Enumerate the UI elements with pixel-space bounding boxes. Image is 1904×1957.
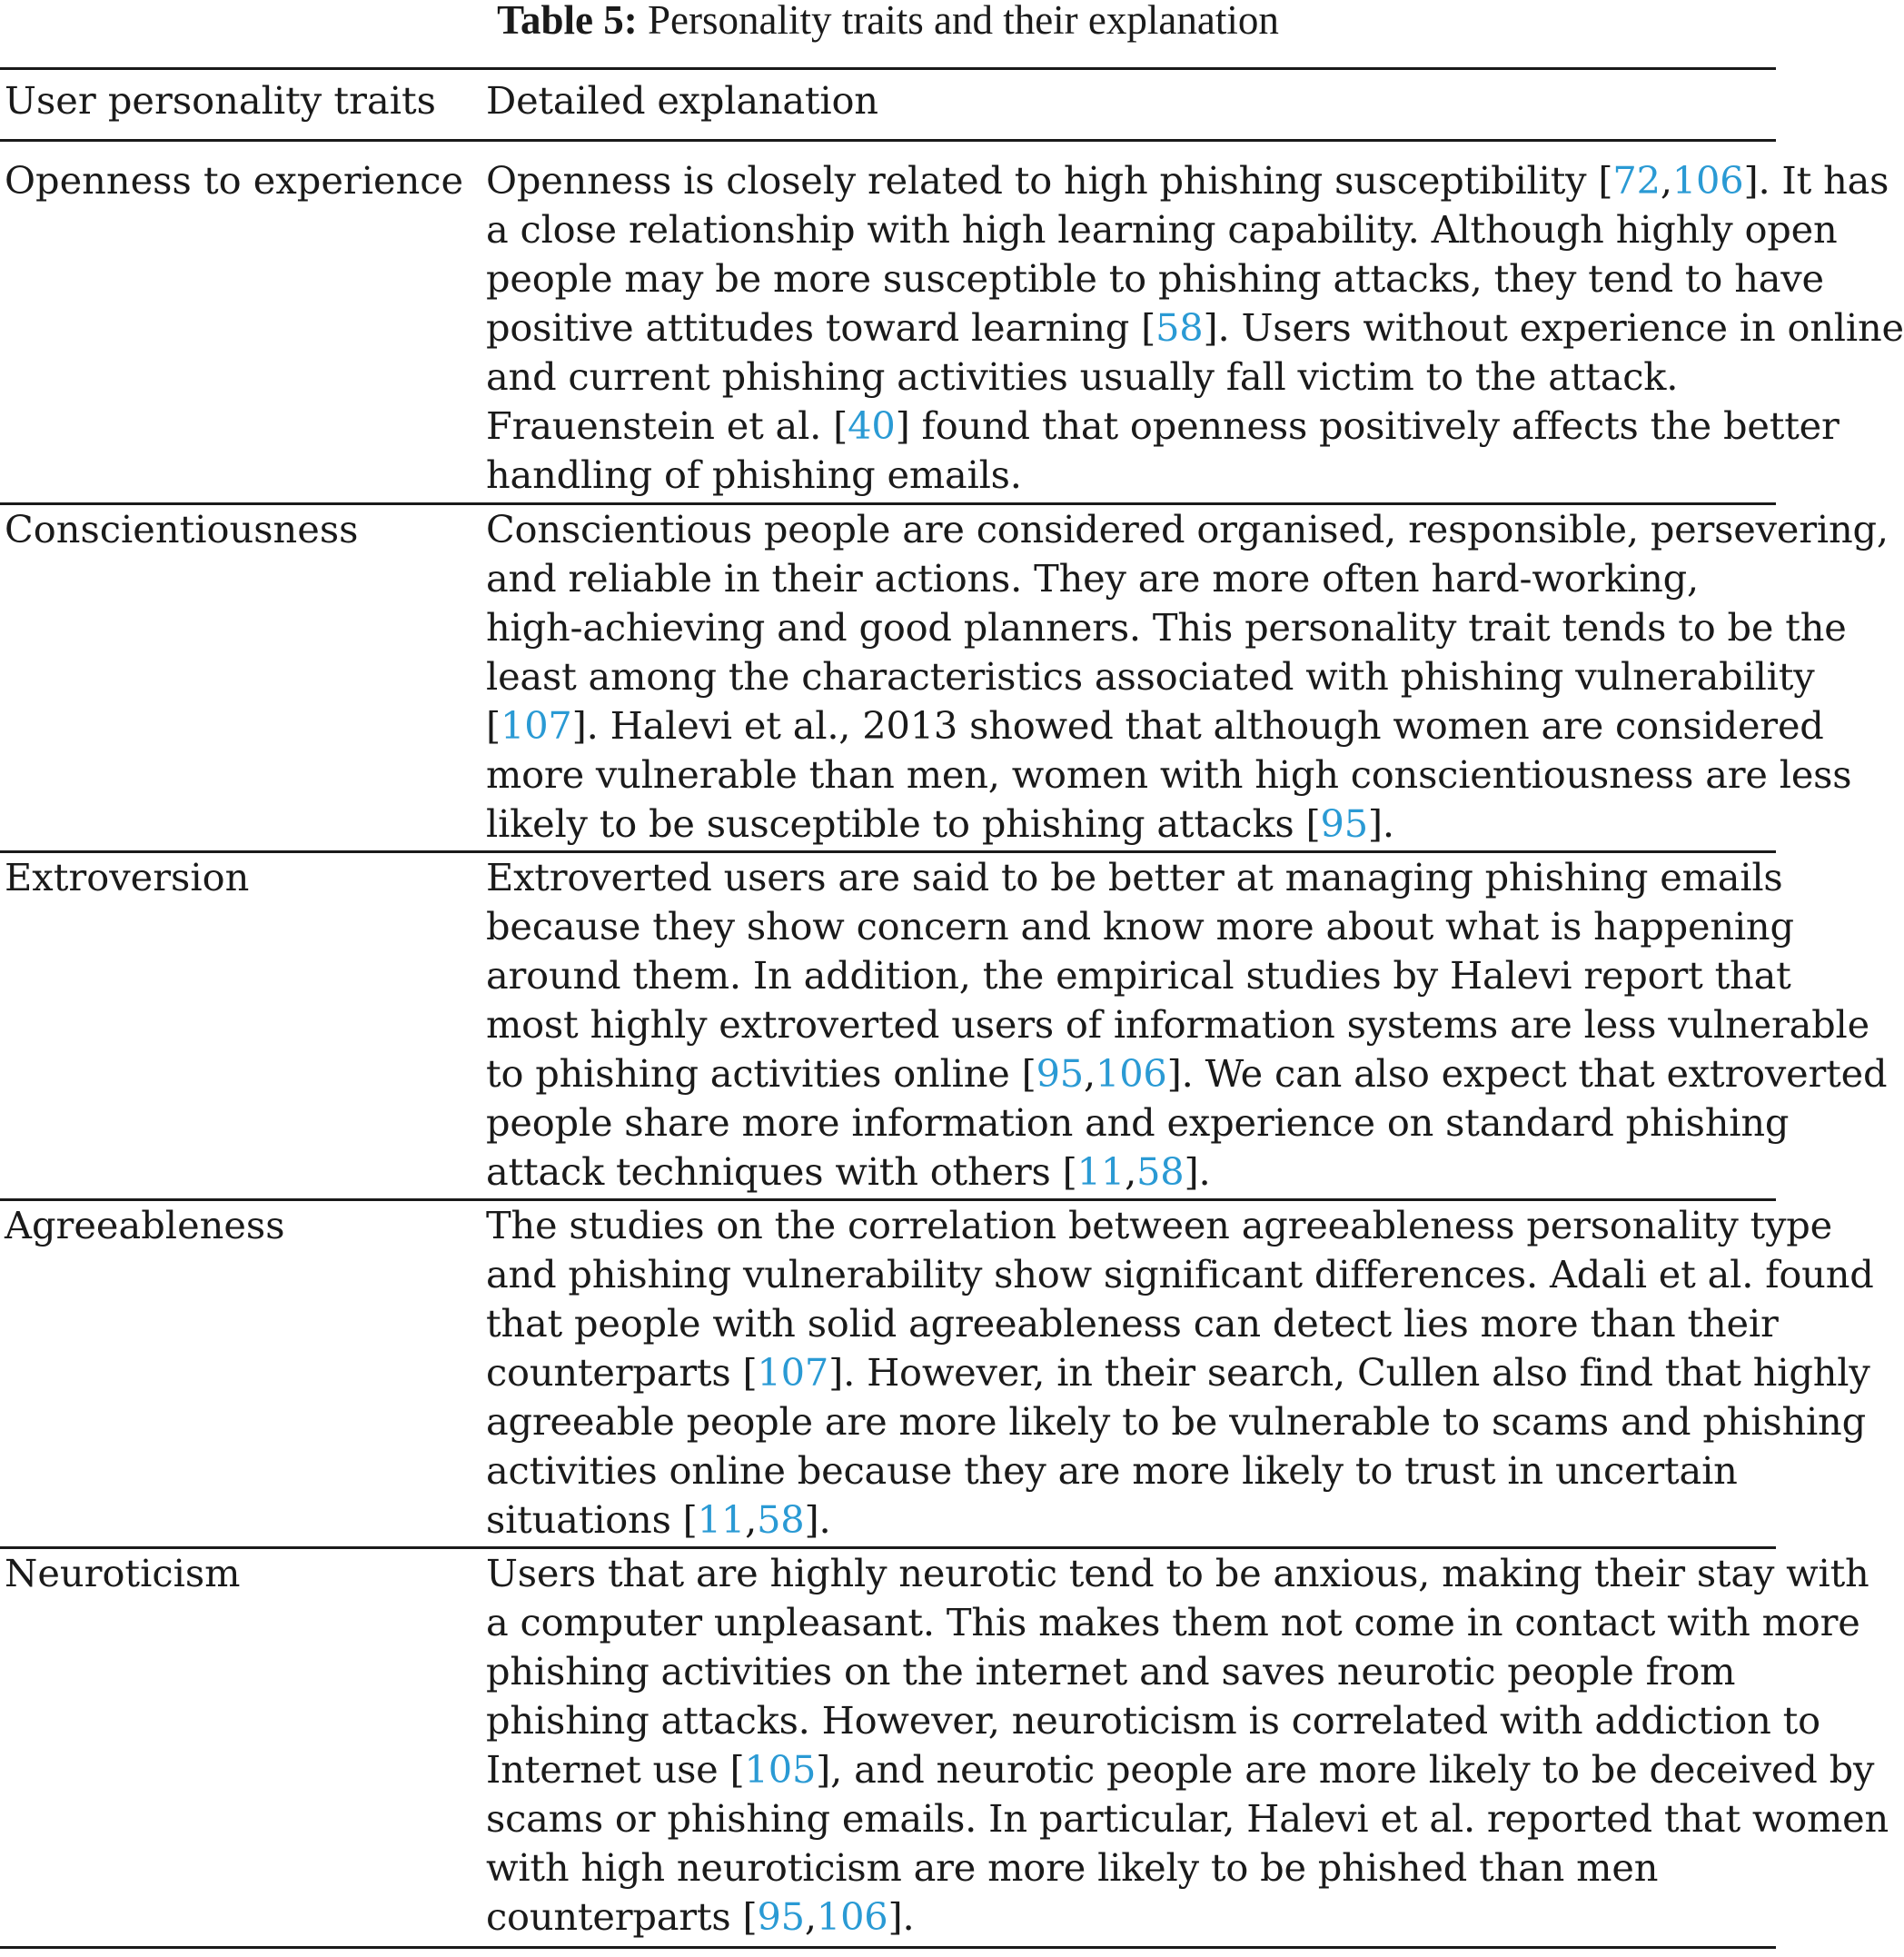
explanation-line [486, 505, 1889, 554]
explanation-text: , [1084, 1051, 1096, 1096]
explanation-line [486, 1147, 1776, 1197]
explanation-text: activities online because they are more likely to trust in uncertain [486, 1448, 1738, 1493]
explanation-text: ]. It has [1743, 158, 1889, 203]
explanation-line [486, 1696, 1820, 1745]
explanation-line [486, 1000, 1869, 1049]
citation-link[interactable]: 11 [1076, 1149, 1126, 1194]
explanation-text: ]. [888, 1894, 915, 1939]
explanation-cell [486, 156, 1904, 500]
header-trait: User personality traits [5, 78, 436, 123]
table-bottom-rule [0, 1946, 1776, 1949]
explanation-line [486, 1745, 1875, 1794]
explanation-line [486, 1098, 1790, 1147]
explanation-text: ]. Halevi et al., 2013 showed that although women are considered [571, 703, 1824, 748]
explanation-text: and current phishing activities usually fall victim to the attack. [486, 354, 1679, 399]
explanation-text: people may be more susceptible to phishing attacks, they tend to have [486, 256, 1824, 301]
explanation-text: ]. However, in their search, Cullen also find that highly [828, 1350, 1870, 1395]
explanation-line [486, 1299, 1779, 1348]
explanation-cell [486, 853, 1888, 1197]
explanation-line [486, 156, 1889, 205]
trait-cell: Openness to experience [5, 158, 464, 203]
explanation-text: Conscientious people are considered organised, responsible, persevering, [486, 507, 1889, 551]
citation-link[interactable]: 40 [848, 403, 896, 448]
explanation-text: scams or phishing emails. In particular, Halevi et al. reported that women [486, 1796, 1889, 1841]
explanation-text: , [804, 1894, 817, 1939]
explanation-text: high-achieving and good planners. This personality trait tends to be the [486, 605, 1847, 650]
explanation-text: ]. [1367, 801, 1394, 846]
citation-link[interactable]: 106 [1671, 158, 1744, 203]
explanation-line [486, 1495, 1776, 1545]
explanation-line [486, 402, 1840, 451]
explanation-text: more vulnerable than men, women with high conscientiousness are less [486, 752, 1852, 797]
citation-link[interactable]: 107 [757, 1350, 829, 1395]
citation-link[interactable]: 107 [501, 703, 572, 748]
explanation-line [486, 1892, 1776, 1942]
explanation-line [486, 1647, 1776, 1696]
explanation-line [486, 951, 1791, 1000]
citation-link[interactable]: 58 [757, 1497, 805, 1542]
explanation-text: Internet use [ [486, 1747, 745, 1792]
explanation-text: , [745, 1497, 758, 1542]
trait-cell: Neuroticism [5, 1551, 241, 1595]
explanation-line [486, 1598, 1860, 1647]
explanation-line [486, 603, 1847, 652]
explanation-cell [486, 1549, 1889, 1942]
explanation-text: and phishing vulnerability show significant differences. Adali et al. found [486, 1252, 1874, 1296]
explanation-text: least among the characteristics associated with phishing vulnerability [486, 654, 1815, 699]
explanation-line [486, 652, 1815, 701]
explanation-text: ]. We can also expect that extroverted [1166, 1051, 1888, 1096]
explanation-line [486, 1348, 1870, 1397]
explanation-text: likely to be susceptible to phishing attacks [ [486, 801, 1321, 846]
explanation-line [486, 800, 1776, 849]
explanation-text: Openness is closely related to high phishing susceptibility [ [486, 158, 1613, 203]
table-caption [0, 0, 1776, 53]
citation-link[interactable]: 105 [744, 1747, 817, 1792]
explanation-text: positive attitudes toward learning [ [486, 305, 1156, 350]
explanation-line [486, 205, 1838, 254]
explanation-cell [486, 505, 1889, 849]
explanation-text: handling of phishing emails. [486, 452, 1022, 497]
citation-link[interactable]: 95 [1036, 1051, 1085, 1096]
explanation-text: [ [486, 703, 501, 748]
explanation-line [486, 303, 1904, 353]
explanation-line [486, 1201, 1833, 1250]
table-caption-title: Personality traits and their explanation [648, 0, 1279, 43]
explanation-text: a computer unpleasant. This makes them not come in contact with more [486, 1600, 1860, 1644]
explanation-line [486, 1446, 1776, 1495]
explanation-text: counterparts [ [486, 1350, 758, 1395]
citation-link[interactable]: 106 [816, 1894, 888, 1939]
explanation-text: ]. [804, 1497, 831, 1542]
explanation-text: , [1125, 1149, 1137, 1194]
explanation-cell [486, 1201, 1874, 1545]
explanation-line [486, 1549, 1869, 1598]
explanation-text: counterparts [ [486, 1894, 758, 1939]
explanation-line [486, 1250, 1874, 1299]
explanation-text: ]. Users without experience in online [1203, 305, 1904, 350]
explanation-line [486, 1397, 1866, 1446]
trait-cell: Extroversion [5, 855, 250, 899]
explanation-line [486, 1843, 1776, 1892]
explanation-text: around them. In addition, the empirical studies by Halevi report that [486, 953, 1791, 998]
explanation-text: ], and neurotic people are more likely to be deceived by [816, 1747, 1875, 1792]
citation-link[interactable]: 11 [697, 1497, 746, 1542]
explanation-line [486, 1049, 1888, 1098]
explanation-text: situations [ [486, 1497, 698, 1542]
explanation-text: Extroverted users are said to be better at managing phishing emails [486, 855, 1783, 899]
explanation-text: people share more information and experience on standard phishing [486, 1100, 1790, 1145]
explanation-text: ] found that openness positively affects the better [895, 403, 1840, 448]
explanation-text: phishing activities on the internet and saves neurotic people from [486, 1649, 1736, 1694]
citation-link[interactable]: 58 [1155, 305, 1204, 350]
explanation-text: ]. [1184, 1149, 1211, 1194]
explanation-line [486, 554, 1776, 603]
explanation-text: that people with solid agreeableness can detect lies more than their [486, 1301, 1779, 1346]
explanation-line [486, 254, 1824, 303]
explanation-text: , [1660, 158, 1672, 203]
explanation-line [486, 750, 1852, 800]
explanation-text: attack techniques with others [ [486, 1149, 1077, 1194]
explanation-line [486, 353, 1776, 402]
explanation-line [486, 902, 1794, 951]
explanation-line [486, 1794, 1889, 1843]
explanation-text: Frauenstein et al. [ [486, 403, 848, 448]
explanation-text: phishing attacks. However, neuroticism is correlated with addiction to [486, 1698, 1820, 1743]
explanation-text: and reliable in their actions. They are more often hard-working, [486, 556, 1699, 601]
explanation-text: a close relationship with high learning capability. Although highly open [486, 207, 1838, 252]
explanation-text: The studies on the correlation between agreeableness personality type [486, 1203, 1833, 1247]
citation-link[interactable]: 58 [1136, 1149, 1185, 1194]
explanation-text: to phishing activities online [ [486, 1051, 1036, 1096]
explanation-text: Users that are highly neurotic tend to be anxious, making their stay with [486, 1551, 1869, 1595]
explanation-text: because they show concern and know more about what is happening [486, 904, 1794, 949]
table-header-rule [0, 139, 1776, 142]
explanation-text: agreeable people are more likely to be vulnerable to scams and phishing [486, 1399, 1866, 1444]
explanation-line [486, 701, 1824, 750]
citation-link[interactable]: 72 [1612, 158, 1661, 203]
citation-link[interactable]: 106 [1096, 1051, 1167, 1096]
table-caption-label: Table 5: [497, 0, 638, 43]
explanation-text: with high neuroticism are more likely to be phished than men [486, 1845, 1659, 1890]
citation-link[interactable]: 95 [1320, 801, 1368, 846]
explanation-text: most highly extroverted users of information systems are less vulnerable [486, 1002, 1869, 1047]
header-explanation: Detailed explanation [486, 78, 878, 123]
trait-cell: Agreeableness [5, 1203, 285, 1247]
trait-cell: Conscientiousness [5, 507, 359, 551]
table-top-rule [0, 67, 1776, 70]
explanation-line [486, 451, 1776, 500]
citation-link[interactable]: 95 [757, 1894, 805, 1939]
explanation-line [486, 853, 1783, 902]
